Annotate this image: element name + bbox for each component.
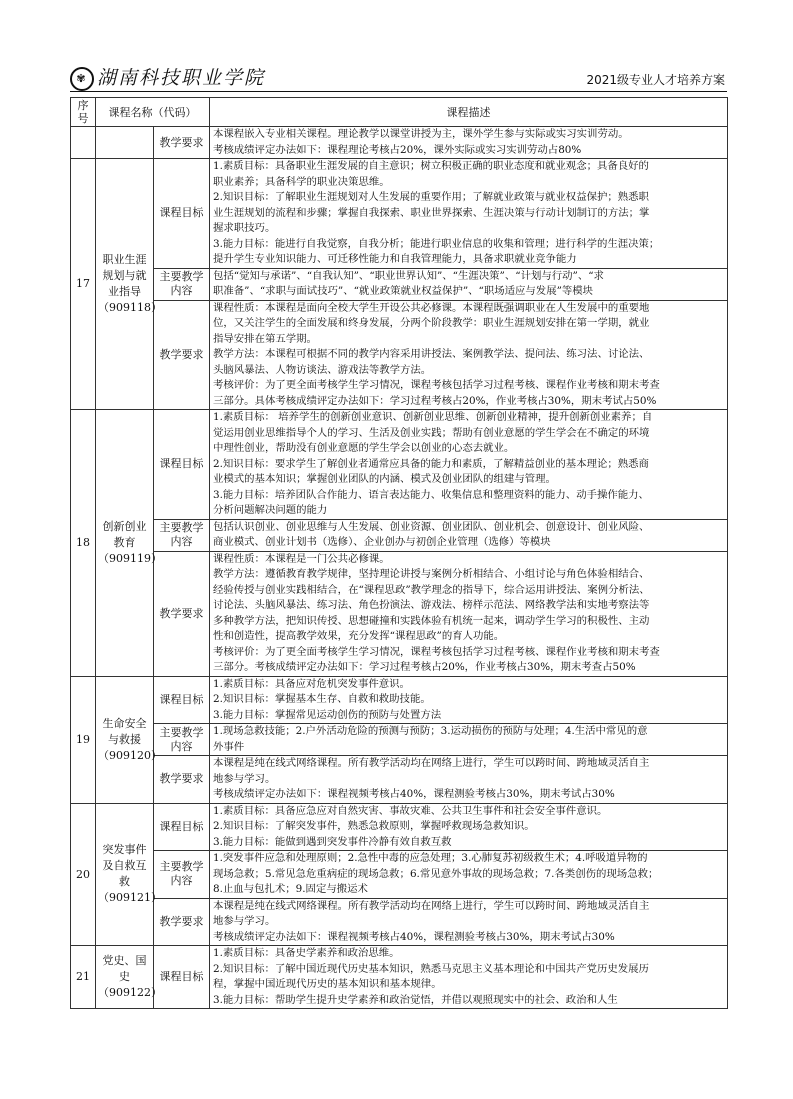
table-row: [71, 946, 728, 1009]
section-description: [210, 519, 728, 551]
table-row: [71, 410, 728, 520]
course-name: 职业生涯规划与就业指导（909118）: [96, 159, 154, 410]
section-description: [210, 410, 728, 520]
description-line: 课程性质：本课程是面向全校大学生开设公共必修课。本课程既强调职业在人生发展中的重要地: [213, 301, 650, 314]
table-row: [71, 676, 728, 724]
section-label: 课程目标: [154, 946, 210, 1009]
section-description: [210, 756, 728, 804]
course-name: 突发事件及自救互救（909121）: [96, 803, 154, 946]
table-row: [71, 724, 728, 756]
description-line: 觉运用创业思维指导个人的学习、生活及创业实践；帮助有创业意愿的学生学会在不确定的环境: [213, 426, 650, 439]
description-line: 本课程嵌入专业相关课程。理论教学以课堂讲授为主，课外学生参与实际或实习实训劳动。: [213, 128, 629, 140]
table-row: [71, 127, 728, 159]
description-line: 三部分。考核成绩评定办法如下：学习过程考核占20%，作业考核占30%，期末考查占50%: [213, 661, 636, 673]
section-description: [210, 724, 728, 756]
section-description: [210, 159, 728, 269]
section-label: 课程目标: [154, 676, 210, 724]
table-row: [71, 551, 728, 676]
description-line: 考核成绩评定办法如下：课程视频考核占40%，课程测验考核占30%，期末考试占30%: [213, 788, 615, 800]
description-line: 2.知识目标：掌握基本生存、自救和救助技能。: [213, 693, 431, 705]
description-line: 职准备”、“求职与面试技巧”、“就业政策就业权益保护”、“职场适应与发展”等模块: [213, 285, 594, 297]
section-description: [210, 551, 728, 676]
description-line: 讨论法、头脑风暴法、练习法、角色扮演法、游戏法、榜样示范法、网络教学法和实地考察法等: [213, 599, 650, 611]
table-row: [71, 159, 728, 269]
course-number: 18: [71, 410, 96, 677]
table-row: [71, 803, 728, 851]
course-name: 生命安全与救援（909120）: [96, 676, 154, 803]
description-line: 程，掌握中国近现代历史的基本知识和基本规律。: [213, 978, 442, 990]
description-line: 地参与学习。: [213, 915, 276, 927]
description-line: 三部分。具体考核成绩评定办法如下：学习过程考核占20%，作业考核占30%，期末考试占50%: [213, 394, 657, 407]
description-line: 外事件: [213, 740, 245, 753]
description-line: 商业模式、创业计划书（选修）、企业创办与初创企业管理（选修）等模块: [213, 536, 551, 548]
description-line: 性和创造性，提高教学效果，充分发挥“课程思政”的育人功能。: [213, 630, 505, 642]
description-line: 考核评价：为了更全面考核学生学习情况，课程考核包括学习过程考核、课程作业考核和期末考查: [213, 379, 660, 391]
description-line: 现场急救；5.常见急危重病症的现场急救；6.常见意外事故的现场急救；7.各类创伤的现场急救；: [213, 867, 659, 880]
description-line: 包括“觉知与承诺”、“自我认知”、“职业世界认知”、“生涯决策”、“计划与行动”、“求: [213, 269, 604, 282]
course-name: 创新创业教育（909119）: [96, 410, 154, 677]
description-line: 握求职技巧。: [213, 222, 276, 234]
section-label: 课程目标: [154, 159, 210, 269]
course-number: 17: [71, 159, 96, 410]
description-line: 业生涯规划的流程和步骤；掌握自我探索、职业世界探索、生涯决策与行动计划制订的方法；掌: [213, 206, 650, 219]
course-number: 20: [71, 803, 96, 946]
table-row: [71, 898, 728, 946]
school-emblem-icon: ✾: [70, 67, 94, 91]
description-line: 经验传授与创业实践相结合，在“课程思政”教学理念的指导下，综合运用讲授法、案例分析法、: [213, 583, 650, 596]
description-line: 1.现场急救技能；2.户外活动危险的预测与预防；3.运动损伤的预防与处理；4.生活中常见的意: [213, 725, 648, 737]
table-row: [71, 300, 728, 410]
table-row: [71, 756, 728, 804]
description-line: 本课程是纯在线式网络课程。所有教学活动均在网络上进行，学生可以跨时间、跨地域灵活自主: [213, 899, 650, 912]
plan-title: 2021级专业人才培养方案: [586, 73, 725, 87]
description-line: 8.止血与包扎术；9.固定与搬运术: [213, 883, 368, 895]
description-line: 3.能力目标：帮助学生提升史学素养和政治觉悟，并借以观照现实中的社会、政治和人生: [213, 993, 618, 1006]
description-line: 位，又关注学生的全面发展和终身发展，分两个阶段教学：职业生涯规划安排在第一学期，就业: [213, 317, 650, 329]
section-label: 教学要求: [154, 551, 210, 676]
description-line: 1.素质目标：具备应急应对自然灾害、事故灾难、公共卫生事件和社会安全事件意识。: [213, 804, 608, 817]
table-row: [71, 268, 728, 300]
section-description: [210, 676, 728, 724]
description-line: 考核评价：为了更全面考核学生学习情况，课程考核包括学习过程考核、课程作业考核和期末考查: [213, 645, 660, 658]
description-line: 3.能力目标：培养团队合作能力、语言表达能力、收集信息和整理资料的能力、动手操作能力、: [213, 488, 649, 501]
section-label: 课程目标: [154, 410, 210, 520]
table-row: [71, 851, 728, 899]
description-line: 2.知识目标：了解职业生涯规划对人生发展的重要作用；了解就业政策与就业权益保护；熟悉职: [213, 191, 649, 203]
section-label: 教学要求: [154, 898, 210, 946]
col-header-no: 序号: [71, 98, 96, 127]
description-line: 地参与学习。: [213, 772, 276, 785]
section-label: 主要教学内容: [154, 724, 210, 756]
section-label: 主要教学内容: [154, 268, 210, 300]
description-line: 3.能力目标：能进行自我觉察，自我分析；能进行职业信息的收集和管理；进行科学的生涯决策；: [213, 237, 660, 250]
section-description: [210, 803, 728, 851]
course-table: [70, 97, 728, 1009]
course-name: [96, 127, 154, 159]
description-line: 1.素质目标： 培养学生的创新创业意识、创新创业思维、创新创业精神，提升创新创业素养；自: [213, 411, 653, 423]
description-line: 3.能力目标：掌握常见运动创伤的预防与处置方法: [213, 708, 442, 721]
description-line: 包括认识创业、创业思维与人生发展、创业资源、创业团队、创业机会、创意设计、创业风险、: [213, 520, 650, 533]
col-header-name: 课程名称（代码）: [96, 98, 210, 127]
description-line: 指导安排在第五学期。: [213, 332, 317, 345]
table-body: [71, 127, 728, 1009]
school-logo: [70, 63, 265, 91]
description-line: 1.突发事件应急和处理原则；2.急性中毒的应急处理；3.心肺复苏初级救生术；4.呼吸道异物的: [213, 852, 648, 864]
description-line: 1.素质目标：具备应对危机突发事件意识。: [213, 677, 410, 690]
header-divider: [70, 91, 727, 92]
section-label: 教学要求: [154, 127, 210, 159]
description-line: 多种教学方法，把知识传授、思想碰撞和实践体验有机统一起来，调动学生学习的积极性、主动: [213, 614, 650, 627]
description-line: 2.知识目标：要求学生了解创业者通常应具备的能力和素质，了解精益创业的基本理论；熟悉商: [213, 457, 649, 470]
course-number: 21: [71, 946, 96, 1009]
description-line: 教学方法：本课程可根据不同的教学内容采用讲授法、案例教学法、提问法、练习法、讨论法、: [213, 348, 650, 360]
description-line: 1.素质目标：具备史学素养和政治思维。: [213, 947, 400, 959]
school-name: 湖南科技职业学院: [97, 67, 266, 89]
section-label: 教学要求: [154, 756, 210, 804]
description-line: 课程性质：本课程是一门公共必修课。: [213, 552, 390, 565]
col-header-desc: 课程描述: [210, 98, 728, 127]
section-label: 主要教学内容: [154, 851, 210, 899]
page-header: [70, 63, 727, 93]
table-row: [71, 519, 728, 551]
section-description: [210, 300, 728, 410]
description-line: 2.知识目标：了解中国近现代历史基本知识，熟悉马克思主义基本理论和中国共产党历史发展历: [213, 962, 649, 975]
section-description: [210, 127, 728, 159]
section-description: [210, 898, 728, 946]
section-description: [210, 946, 728, 1009]
description-line: 考核成绩评定办法如下：课程视频考核占40%，课程测验考核占30%，期末考试占30%: [213, 930, 615, 943]
section-label: 教学要求: [154, 300, 210, 410]
course-number: 19: [71, 676, 96, 803]
description-line: 教学方法：遵循教育教学规律，坚持理论讲授与案例分析相结合、小组讨论与角色体验相结合、: [213, 568, 650, 580]
description-line: 本课程是纯在线式网络课程。所有教学活动均在网络上进行，学生可以跨时间、跨地域灵活自主: [213, 757, 650, 769]
section-description: [210, 851, 728, 899]
description-line: 职业素养；具备科学的职业决策思维。: [213, 175, 390, 188]
description-line: 1.素质目标：具备职业生涯发展的自主意识；树立积极正确的职业态度和就业观念；具备良好的: [213, 160, 649, 172]
description-line: 3.能力目标：能做到遇到突发事件冷静有效自救互救: [213, 835, 452, 848]
description-line: 提升学生专业知识能力、可迁移性能力和自我管理能力，具备求职就业竞争能力: [213, 253, 577, 265]
section-label: 课程目标: [154, 803, 210, 851]
course-name: 党史、国史（909122）: [96, 946, 154, 1009]
section-description: [210, 268, 728, 300]
description-line: 考核成绩评定办法如下：课程理论考核占20%，课外实际或实习实训劳动占80%: [213, 143, 582, 156]
section-label: 主要教学内容: [154, 519, 210, 551]
description-line: 中理性创业，帮助没有创业意愿的学生学会以创业的心态去就业。: [213, 442, 515, 454]
table-header-row: [71, 98, 728, 127]
description-line: 2.知识目标：了解突发事件，熟悉急救原则，掌握呼救现场急救知识。: [213, 820, 535, 832]
description-line: 头脑风暴法、人物访谈法、游戏法等教学方法。: [213, 363, 432, 376]
description-line: 分析问题解决问题的能力: [213, 504, 328, 516]
course-number: [71, 127, 96, 159]
description-line: 业模式的基本知识；掌握创业团队的内涵、模式及创业团队的组建与管理。: [213, 473, 556, 485]
